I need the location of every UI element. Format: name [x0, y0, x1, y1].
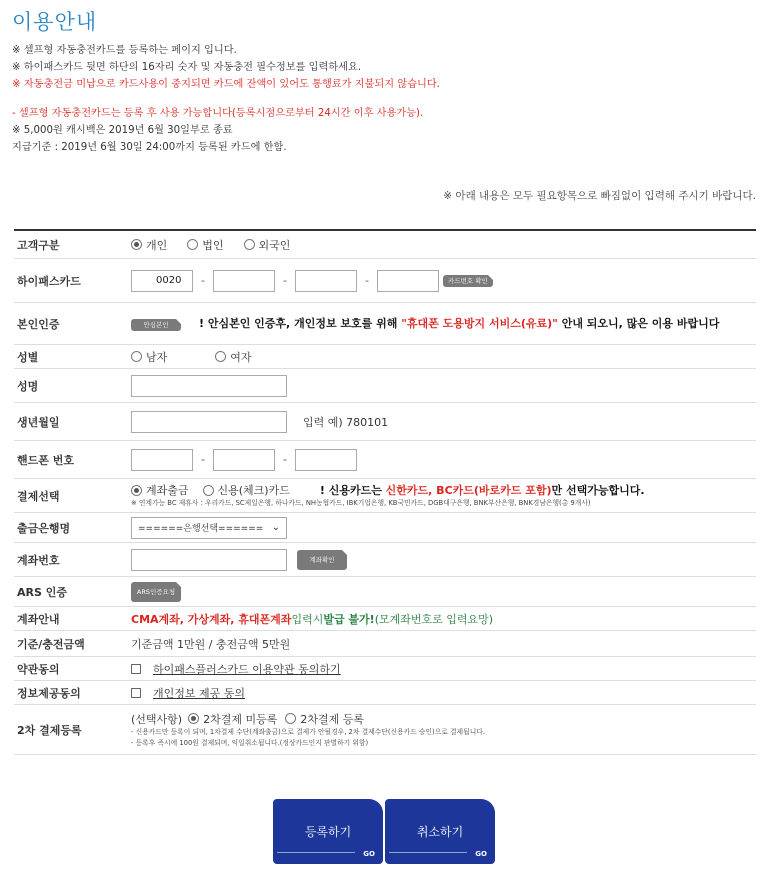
row-gender — [14, 345, 756, 369]
row-customer-type — [14, 231, 756, 259]
radio-dot[interactable] — [203, 485, 214, 496]
radio-credit-card[interactable]: 신용(체크)카드 — [203, 482, 290, 498]
phone-part-1[interactable] — [131, 449, 193, 471]
label-name: 성명 — [17, 379, 39, 393]
safe-auth-button[interactable]: 안심본인 — [131, 319, 181, 331]
phone-part-2[interactable] — [213, 449, 275, 471]
radio-male[interactable]: 남자 — [131, 349, 167, 365]
bank-select[interactable]: ======은행선택====== ⌄ — [131, 517, 287, 539]
registration-form — [14, 229, 756, 755]
card-check-button[interactable]: 카드번호 확인 — [443, 275, 493, 287]
payment-partner-list: ※ 연계가능 BC 제휴사 : 우리카드, SC제일은행, 하나카드, NH농협카드, IBK기업은행, KB국민카드, DGB대구은행, BNK부산은행, BNK경남은행(총 9개사) — [131, 499, 591, 507]
label-identity-auth: 본인인증 — [17, 317, 60, 331]
label-hipass-card: 하이패스카드 — [17, 274, 81, 288]
terms-checkbox[interactable] — [131, 664, 141, 674]
register-button[interactable]: 등록하기 GO — [273, 799, 383, 864]
row-identity-auth — [14, 303, 756, 345]
label-bank: 출금은행명 — [17, 521, 71, 535]
phone-part-3[interactable] — [295, 449, 357, 471]
radio-dot[interactable] — [215, 351, 226, 362]
row-bank — [14, 513, 756, 543]
radio-dot[interactable] — [285, 713, 296, 724]
account-input[interactable] — [131, 549, 287, 571]
row-hipass-card: 하이패스카드 0020 - - - 카드번호 확인 — [14, 259, 756, 303]
note-register-availability: - 셀프형 자동충전카드는 등록 후 사용 가능합니다(등록시점으로부터 24시간 이후 사용가능). — [12, 108, 424, 119]
row-privacy — [14, 681, 756, 705]
birth-input[interactable] — [131, 411, 287, 433]
cancel-button[interactable]: 취소하기 GO — [385, 799, 495, 864]
radio-female[interactable]: 여자 — [215, 349, 251, 365]
label-customer-type: 고객구분 — [17, 238, 60, 252]
row-account-info — [14, 607, 756, 631]
go-label: GO — [363, 850, 375, 858]
label-payment: 결제선택 — [17, 489, 60, 503]
second-payment-note-1: - 신용카드만 등록이 되며, 1차결제 수단(계좌출금)으로 결제가 안될경우, 2차 결제수단(신용카드 승인)으로 결제됩니다. — [131, 727, 485, 736]
radio-dot[interactable] — [188, 713, 199, 724]
row-terms — [14, 657, 756, 681]
note-line: ※ 셀프형 자동충전카드를 등록하는 페이지 입니다. — [12, 45, 237, 56]
row-payment — [14, 479, 756, 513]
label-phone: 핸드폰 번호 — [17, 453, 74, 467]
privacy-checkbox[interactable] — [131, 688, 141, 698]
account-info-text: CMA계좌, 가상계좌, 휴대폰계좌 입력시 발급 불가! (모계좌번호로 입력요망) — [131, 612, 494, 626]
label-terms: 약관동의 — [17, 662, 60, 676]
card-number-part-2[interactable] — [213, 270, 275, 292]
label-gender: 성별 — [17, 350, 39, 364]
label-account: 계좌번호 — [17, 553, 60, 567]
row-second-payment — [14, 705, 756, 755]
label-ars: ARS 인증 — [17, 585, 67, 599]
radio-foreigner[interactable]: 외국인 — [244, 237, 291, 253]
note-warning: ※ 자동충전금 미납으로 카드사용이 중지되면 카드에 잔액이 있어도 통행료가 지불되지 않습니다. — [12, 79, 440, 90]
name-input[interactable] — [131, 375, 287, 397]
note-criteria: 지급기준 : 2019년 6월 30일 24:00까지 등록된 카드에 한함. — [12, 142, 287, 153]
usage-notes — [12, 42, 762, 156]
chevron-down-icon: ⌄ — [271, 522, 280, 533]
note-cashback: ※ 5,000원 캐시백은 2019년 6월 30일부로 종료 — [12, 125, 233, 136]
radio-second-unregistered[interactable]: 2차결제 미등록 — [188, 711, 277, 727]
card-number-part-4[interactable] — [377, 270, 439, 292]
radio-individual[interactable]: 개인 — [131, 237, 167, 253]
auth-notice: ! 안심본인 인증후, 개인정보 보호를 위해 "휴대폰 도용방지 서비스(유료)" 안내 되오니, 많은 이용 바랍니다 — [199, 317, 720, 330]
label-account-info: 계좌안내 — [17, 612, 60, 626]
note-line: ※ 하이패스카드 뒷면 하단의 16자리 숫자 및 자동충전 필수정보를 입력하세요. — [12, 62, 362, 73]
birth-example: 입력 예) 780101 — [303, 415, 389, 429]
label-privacy: 정보제공동의 — [17, 686, 81, 700]
terms-link[interactable]: 하이패스플러스카드 이용약관 동의하기 — [153, 662, 341, 676]
row-account — [14, 543, 756, 577]
card-number-part-3[interactable] — [295, 270, 357, 292]
radio-dot[interactable] — [131, 485, 142, 496]
radio-dot[interactable] — [187, 239, 198, 250]
payment-notice: ! 신용카드는 신한카드, BC카드(바로카드 포함)만 선택가능합니다. — [319, 484, 645, 497]
radio-dot[interactable] — [244, 239, 255, 250]
account-check-button[interactable]: 계좌확인 — [297, 550, 347, 570]
radio-dot[interactable] — [131, 351, 142, 362]
page-title: 이용안내 — [12, 10, 98, 34]
radio-second-registered[interactable]: 2차결제 등록 — [285, 711, 364, 727]
second-payment-note-2: - 등록후 즉시에 100원 결제되며, 익일취소됩니다.(정상카드인지 판별하기 위함) — [131, 738, 369, 747]
required-note: ※ 아래 내용은 모두 필요항목으로 빠짐없이 입력해 주시기 바랍니다. — [443, 190, 756, 202]
ars-request-button[interactable]: ARS인증요청 — [131, 582, 181, 602]
row-amount — [14, 631, 756, 657]
go-label: GO — [475, 850, 487, 858]
radio-corporate[interactable]: 법인 — [187, 237, 223, 253]
optional-label: (선택사항) — [131, 712, 183, 726]
row-ars — [14, 577, 756, 607]
row-phone: 핸드폰 번호 - - — [14, 441, 756, 479]
label-second-payment: 2차 결제등록 — [17, 723, 82, 737]
card-number-part-1[interactable]: 0020 — [131, 270, 193, 292]
row-name — [14, 369, 756, 403]
row-birth — [14, 403, 756, 441]
radio-account-withdraw[interactable]: 계좌출금 — [131, 482, 189, 498]
radio-dot[interactable] — [131, 239, 142, 250]
label-birth: 생년월일 — [17, 415, 60, 429]
amount-value: 기준금액 1만원 / 충전금액 5만원 — [131, 637, 291, 651]
label-amount: 기준/충전금액 — [17, 637, 85, 651]
privacy-link[interactable]: 개인정보 제공 동의 — [153, 686, 246, 700]
